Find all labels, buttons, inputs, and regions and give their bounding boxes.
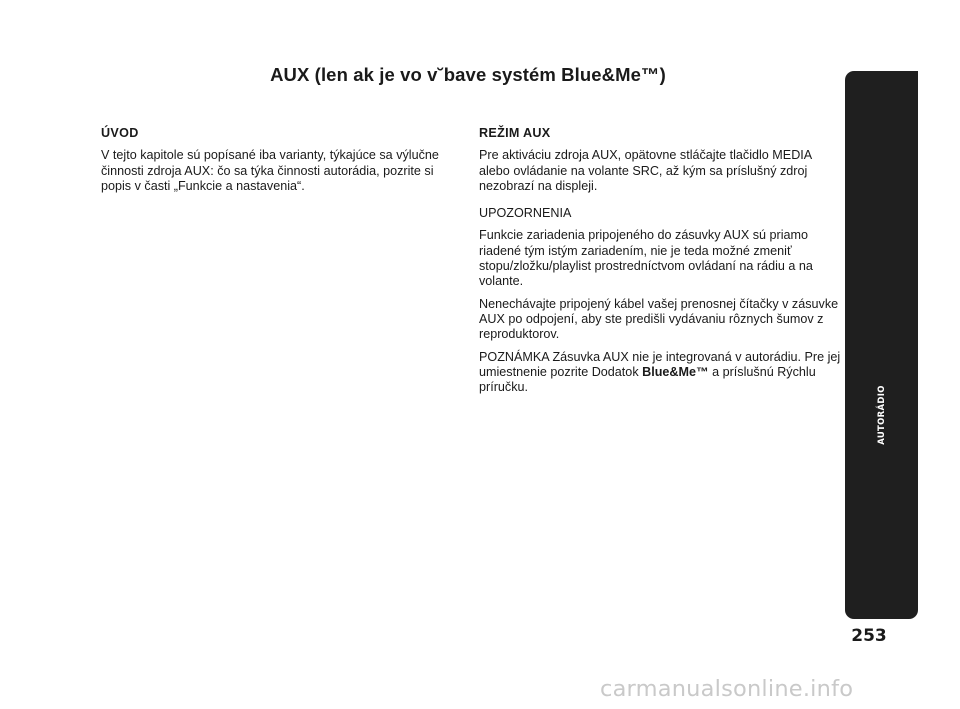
note-text-start: POZNÁMKA Zásuvka AUX nie je integrovaná v autorádiu. Pre jej umiestnenie pozrite Dodatok xyxy=(479,349,841,379)
section-tab-label: AUTORÁDIO xyxy=(876,385,887,445)
warning-paragraph-2: Nenechávajte pripojený kábel vašej prenosnej čítačky v zásuvke AUX po odpojení, aby ste predišli vydávaniu rôznych šumov z reproduktorov. xyxy=(479,296,839,342)
watermark: carmanualsonline.info xyxy=(600,676,854,702)
section-tab xyxy=(845,71,918,619)
right-column xyxy=(479,126,845,402)
page-title: AUX (len ak je vo v˘bave systém Blue&Me™) xyxy=(270,64,666,85)
section-heading-uvod: ÚVOD xyxy=(101,126,139,140)
intro-paragraph: V tejto kapitole sú popísané iba varianty, týkajúce sa výlučne činnosti zdroja AUX: čo sa týka činnosti autorádia, pozrite si popis v časti „Funkcie a nastavenia“. xyxy=(101,148,439,193)
note-text-end: a príslušnú Rýchlu príručku. xyxy=(479,364,816,395)
section-heading-rezim-aux: REŽIM AUX xyxy=(479,126,551,140)
note-brand: Blue&Me™ xyxy=(642,364,709,379)
aux-activation-paragraph: Pre aktiváciu zdroja AUX, opätovne stláčajte tlačidlo MEDIA alebo ovládanie na volante SRC, až kým sa príslušný zdroj nezobrazí na displeji. xyxy=(479,148,812,193)
left-column xyxy=(101,126,467,201)
warning-paragraph-1: Funkcie zariadenia pripojeného do zásuvky AUX sú priamo riadené tým istým zariadením, nie je teda možné zmeniť stopu/zložku/playlist prostredníctvom ovládaní na rádiu a na volante. xyxy=(479,228,813,289)
note-paragraph xyxy=(479,350,845,396)
page-number: 253 xyxy=(851,626,887,646)
warnings-title: UPOZORNENIA xyxy=(479,206,572,221)
